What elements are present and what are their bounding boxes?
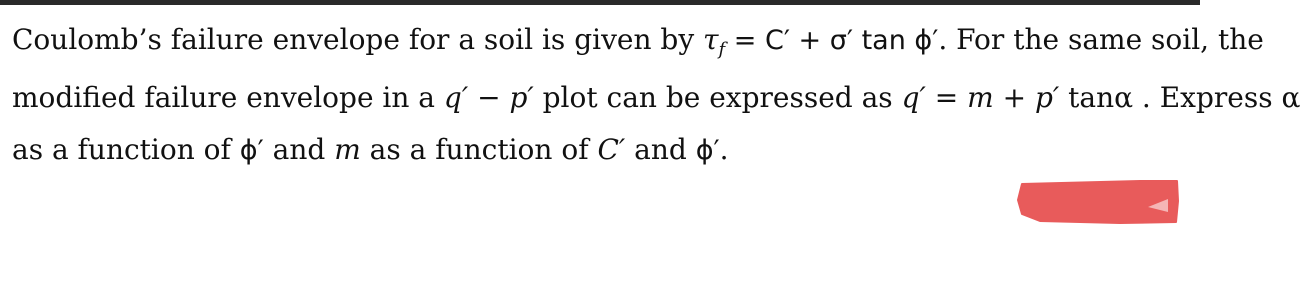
question-line-2 bbox=[12, 81, 1300, 114]
equation-plus: + bbox=[993, 81, 1035, 114]
p-prime: p′ bbox=[509, 81, 534, 114]
question-line-3 bbox=[12, 133, 729, 166]
line3-text-d: and bbox=[625, 133, 696, 166]
redaction-notch bbox=[1148, 199, 1168, 212]
equation-q-prime: q′ bbox=[901, 81, 926, 114]
line2-text-a: modified failure envelope in a bbox=[12, 81, 444, 114]
line3-text-c: as a function of bbox=[360, 133, 598, 166]
equation-p-prime: p′ bbox=[1034, 81, 1060, 114]
line2-text-c: . Express bbox=[1133, 81, 1282, 114]
top-border bbox=[0, 0, 1200, 5]
equation-alpha: α bbox=[1114, 81, 1134, 114]
equation-m: m bbox=[967, 81, 994, 114]
tau-symbol: τ bbox=[703, 23, 719, 56]
c-prime: C′ bbox=[597, 133, 626, 166]
line3-text-a: as a function of bbox=[12, 133, 240, 166]
alpha-end: α bbox=[1281, 81, 1300, 114]
question-line-1 bbox=[12, 23, 1264, 60]
phi-prime: ϕ′ bbox=[239, 135, 264, 166]
tau-subscript: f bbox=[718, 39, 726, 60]
coulomb-formula: = C′ + σ′ tan ϕ′ bbox=[725, 25, 939, 56]
line1-text-a: Coulomb’s failure envelope for a soil is given by bbox=[12, 23, 704, 56]
phi-prime-2: ϕ′ bbox=[695, 135, 720, 166]
m-symbol: m bbox=[334, 133, 361, 166]
line2-text-b: plot can be expressed as bbox=[533, 81, 902, 114]
q-prime: q′ bbox=[443, 81, 469, 114]
line1-text-b: . For the same soil, the bbox=[938, 23, 1264, 56]
equation-tan: tan bbox=[1059, 81, 1115, 114]
dash: − bbox=[468, 81, 510, 114]
line3-text-b: and bbox=[263, 133, 335, 166]
equation-equals: = bbox=[925, 81, 968, 114]
redaction-scribble bbox=[1018, 181, 1178, 223]
line3-text-e: . bbox=[719, 133, 729, 166]
